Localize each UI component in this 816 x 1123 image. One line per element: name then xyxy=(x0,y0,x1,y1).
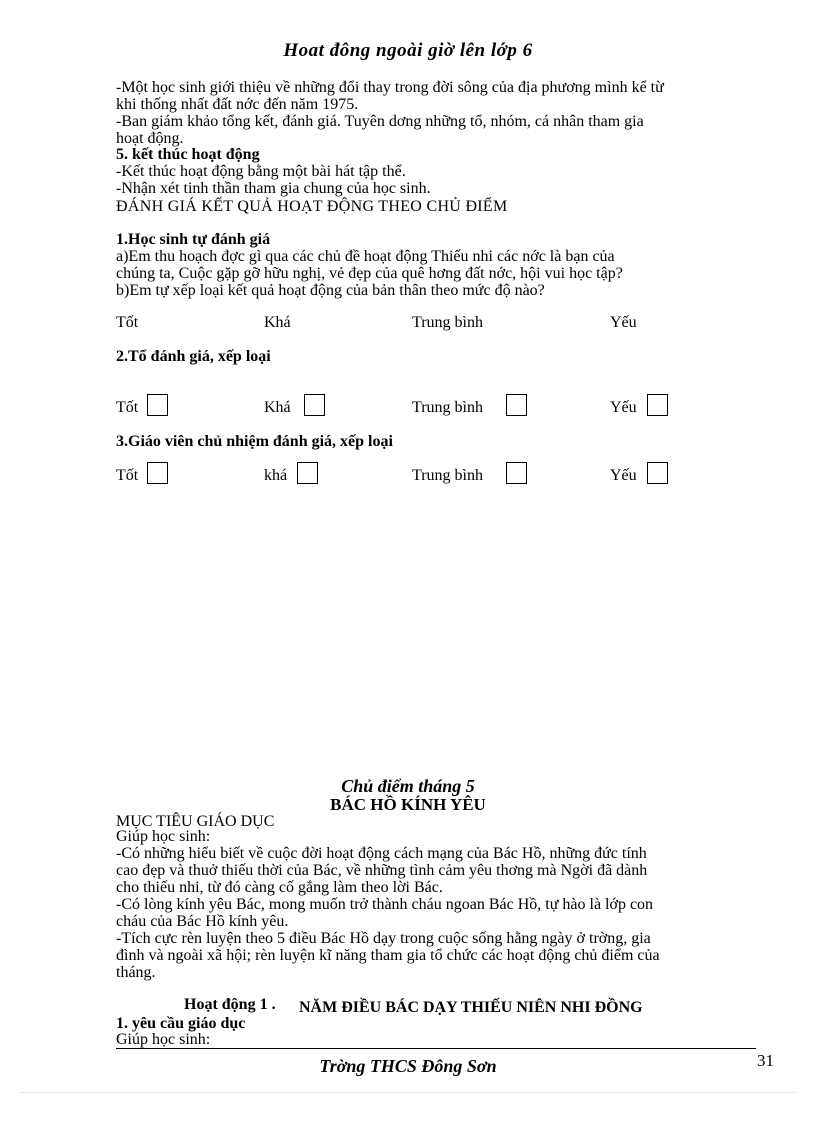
objectives-line: cháu của Bác Hồ kính yêu. xyxy=(116,913,289,930)
objectives-line: -Tích cực rèn luyện theo 5 điều Bác Hồ dạy trong cuộc sống hằng ngày ở trờng, gia xyxy=(116,930,651,947)
group-grade-average-label: Trung bình xyxy=(412,399,483,416)
month-topic-subtitle: BÁC HỒ KÍNH YÊU xyxy=(330,795,486,814)
self-eval-line: chúng ta, Cuộc gặp gỡ hữu nghị, vẻ đẹp của quê hơng đất nớc, hội vui học tập? xyxy=(116,265,623,282)
grade-fair-label: Khá xyxy=(264,314,291,331)
group-grade-weak-label: Yếu xyxy=(610,399,637,416)
objectives-line: -Có những hiểu biết về cuộc đời hoạt động cách mạng của Bác Hồ, những đức tính xyxy=(116,845,647,862)
self-eval-line: b)Em tự xếp loại kết quả hoạt động của bản thân theo mức độ nào? xyxy=(116,282,545,299)
self-eval-heading: 1.Học sinh tự đánh giá xyxy=(116,231,271,248)
intro-line: hoạt động. xyxy=(116,130,184,147)
group-grade-good-label: Tốt xyxy=(116,399,139,416)
group-grade-average-checkbox[interactable] xyxy=(506,394,527,416)
intro-line: -Ban giám khảo tổng kết, đánh giá. Tuyên dơng những tổ, nhóm, cá nhân tham gia xyxy=(116,113,644,130)
objectives-line: cao đẹp và thuở thiếu thời của Bác, về những tình cảm yêu thơng mà Ngời đã dành xyxy=(116,862,648,879)
objectives-heading: MỤC TIÊU GIÁO DỤC xyxy=(116,813,275,830)
activity1-requirements-line: Giúp học sinh: xyxy=(116,1031,211,1048)
teacher-grade-average-checkbox[interactable] xyxy=(506,462,527,484)
teacher-grade-weak-label: Yếu xyxy=(610,467,637,484)
grade-weak-label: Yếu xyxy=(610,314,637,331)
teacher-grade-average-label: Trung bình xyxy=(412,467,483,484)
objectives-line: Giúp học sinh: xyxy=(116,828,211,845)
group-grade-good-checkbox[interactable] xyxy=(147,394,168,416)
activity1-requirements-heading: 1. yêu cầu giáo dục xyxy=(116,1015,246,1032)
group-grade-weak-checkbox[interactable] xyxy=(647,394,668,416)
page-bottom-divider xyxy=(20,1092,796,1093)
teacher-grade-weak-checkbox[interactable] xyxy=(647,462,668,484)
self-eval-line: a)Em thu hoạch đợc gì qua các chủ đề hoạt động Thiếu nhi các nớc là bạn của xyxy=(116,248,615,265)
section5-line: -Nhận xét tinh thần tham gia chung của học sinh. xyxy=(116,180,431,197)
teacher-grade-good-label: Tốt xyxy=(116,467,139,484)
evaluation-title: ĐÁNH GIÁ KẾT QUẢ HOẠT ĐỘNG THEO CHỦ ĐIỂM xyxy=(116,198,508,215)
footer-rule xyxy=(116,1048,756,1049)
grade-good-label: Tốt xyxy=(116,314,139,331)
footer-school: Trờng THCS Đông Sơn xyxy=(319,1056,497,1076)
teacher-grade-fair-checkbox[interactable] xyxy=(297,462,318,484)
section5-heading: 5. kết thúc hoạt động xyxy=(116,146,260,163)
group-grade-fair-checkbox[interactable] xyxy=(304,394,325,416)
activity1-label: Hoạt động 1 . xyxy=(184,996,276,1013)
intro-line: khi thống nhất đất nớc đến năm 1975. xyxy=(116,96,359,113)
teacher-eval-heading: 3.Giáo viên chủ nhiệm đánh giá, xếp loại xyxy=(116,433,393,450)
section5-line: -Kết thúc hoạt động bằng một bài hát tập thể. xyxy=(116,163,406,180)
objectives-line: cho thiếu nhi, từ đó càng cố gắng làm theo lời Bác. xyxy=(116,879,443,896)
grade-average-label: Trung bình xyxy=(412,314,483,331)
group-eval-heading: 2.Tổ đánh giá, xếp loại xyxy=(116,348,271,365)
month-topic-title: Chủ điểm tháng 5 xyxy=(341,776,475,796)
activity1-title: NĂM ĐIỀU BÁC DẠY THIẾU NIÊN NHI ĐỒNG xyxy=(299,999,643,1016)
objectives-line: -Có lòng kính yêu Bác, mong muốn trở thành cháu ngoan Bác Hồ, tự hào là lớp con xyxy=(116,896,654,913)
teacher-grade-fair-label: khá xyxy=(264,467,288,484)
group-grade-fair-label: Khá xyxy=(264,399,291,416)
intro-line: -Một học sinh giới thiệu về những đổi thay trong đời sông của địa phương mình kể từ xyxy=(116,79,664,96)
objectives-line: đình và ngoài xã hội; rèn luyện kĩ năng tham gia tổ chức các hoạt động chủ điểm của xyxy=(116,947,660,964)
teacher-grade-good-checkbox[interactable] xyxy=(147,462,168,484)
objectives-line: tháng. xyxy=(116,964,156,981)
page-header: Hoat đông ngoài giờ lên lớp 6 xyxy=(283,40,533,61)
page-number: 31 xyxy=(757,1051,774,1070)
